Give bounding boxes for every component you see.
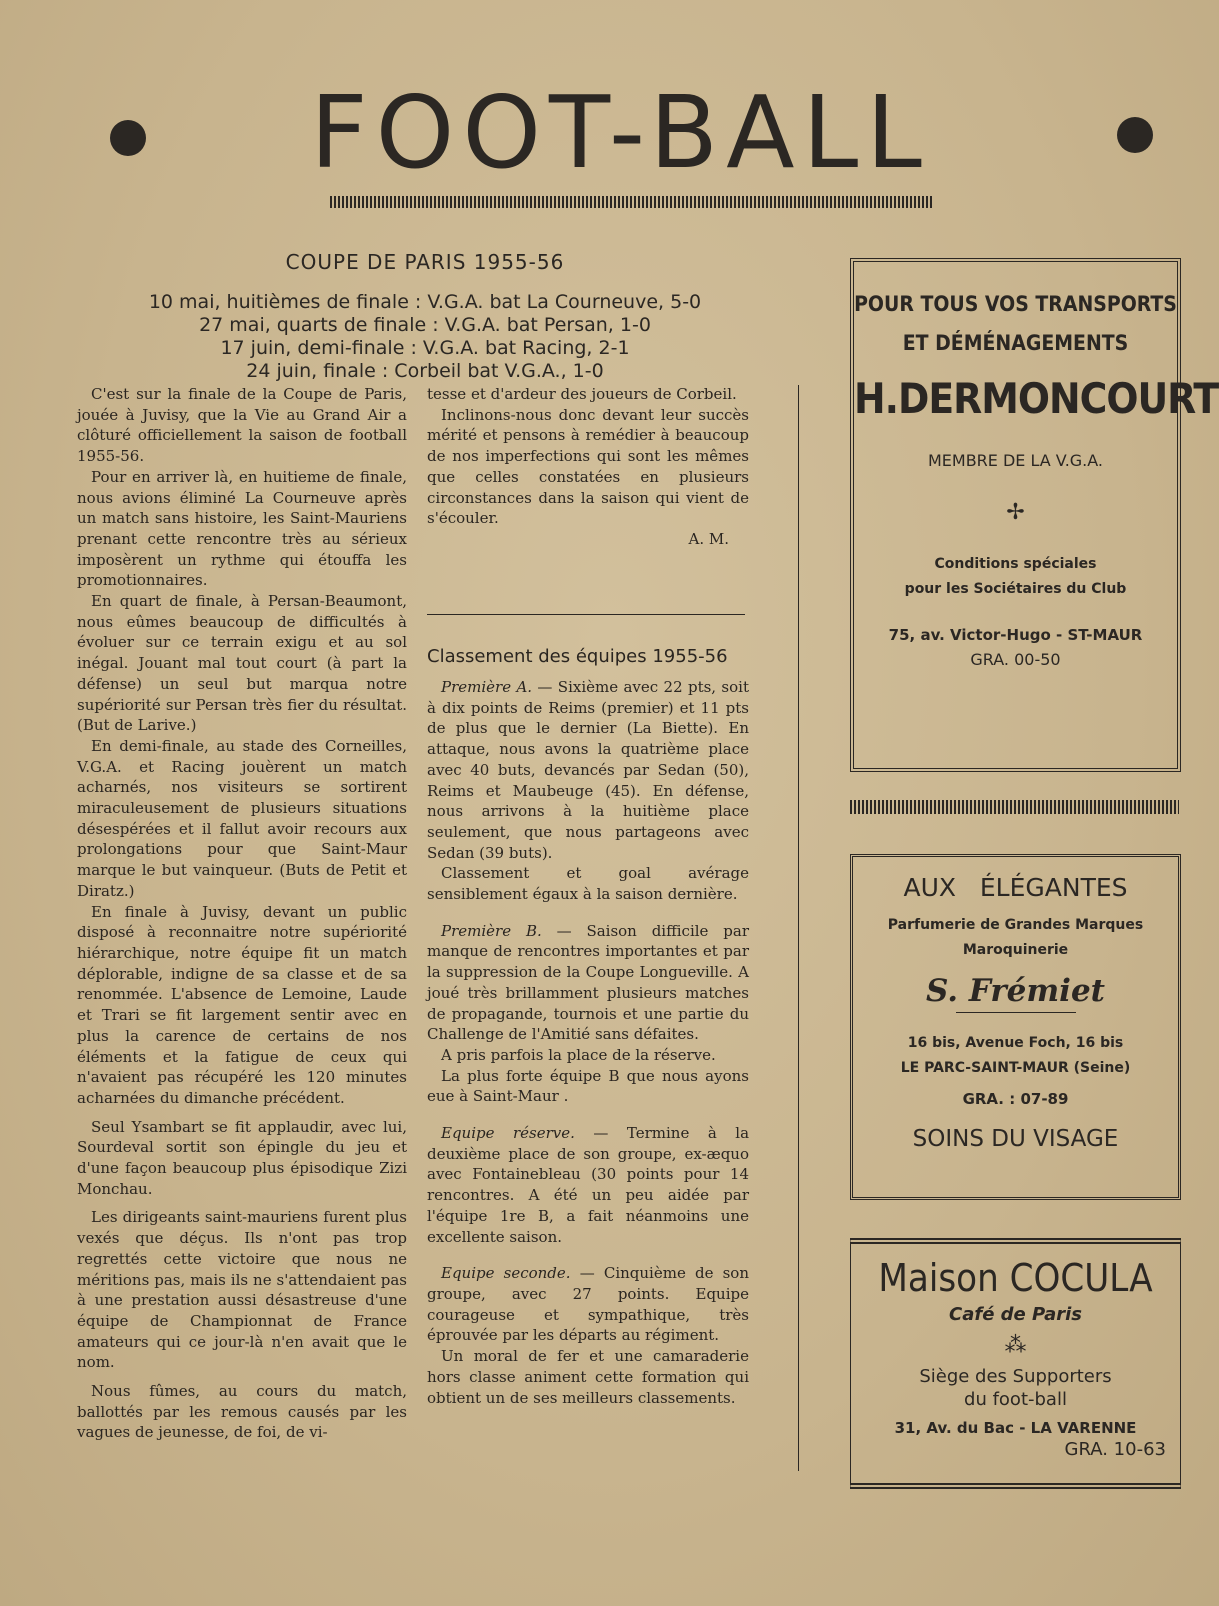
article-column-1 — [77, 384, 407, 1443]
ad-address: LE PARC-SAINT-MAUR (Seine) — [900, 1059, 1131, 1076]
title-rule — [330, 196, 934, 208]
ad-line: pour les Sociétaires du Club — [904, 581, 1127, 598]
ad-line: Café de Paris — [949, 1303, 1082, 1325]
ad-line: du foot-ball — [964, 1389, 1067, 1411]
ad-address: 31, Av. du Bac - LA VARENNE — [894, 1418, 1137, 1437]
article-column-2 — [427, 384, 749, 550]
column-divider — [798, 385, 799, 1471]
signature: A. M. — [688, 529, 729, 548]
ad-address: 16 bis, Avenue Foch, 16 bis — [907, 1034, 1124, 1051]
page-title: FOOT-BALL — [310, 74, 930, 191]
paragraph: C'est sur la finale de la Coupe de Paris, jouée à Juvisy, que la Vie au Grand Air a clôturé officiellement la saison de football 1955-56. — [77, 385, 407, 466]
ranking-label: Equipe seconde. — [441, 1264, 571, 1283]
ranking-note: A pris parfois la place de la réserve. — [441, 1045, 716, 1064]
ad-line: MEMBRE DE LA V.G.A. — [927, 450, 1104, 470]
ad-brand: H.DERMONCOURT — [854, 374, 1219, 424]
ad-dermoncourt — [850, 258, 1219, 772]
paragraph: Nous fûmes, au cours du match, ballottés par les remous causés par les vagues de jeunesse, de foi, de vi- — [77, 1382, 407, 1442]
owner-underline — [956, 1012, 1076, 1013]
ranking-note: La plus forte équipe B que nous ayons eue à Saint-Maur . — [427, 1066, 749, 1106]
article-separator — [427, 614, 745, 615]
ad-separator — [850, 800, 1179, 814]
ad-phone: GRA. : 07-89 — [962, 1090, 1069, 1109]
ad-phone: GRA. 10-63 — [1064, 1438, 1166, 1460]
result-line: 27 mai, quarts de finale : V.G.A. bat Persan, 1-0 — [199, 314, 651, 336]
cup-title: COUPE DE PARIS 1955-56 — [285, 250, 565, 274]
ranking-note: Un moral de fer et une camaraderie hors classe animent cette formation qui obtient un de ses meilleurs classements. — [427, 1347, 749, 1407]
ornament-icon: ⁂ — [1004, 1333, 1027, 1359]
paragraph: En finale à Juvisy, devant un public disposé à reconnaitre notre supériorité hiérarchique, notre équipe fit un match déplorable, indigne de sa classe et de sa renommée. L'absence de Lemoine, Laude et Trari se fit largement sentir avec en plus la carence de certains de nos éléments et la fatigue de ceux qui n'avaient pas récupéré les 120 minutes acharnées du dimanche précédent. — [77, 902, 407, 1107]
bullet-right — [1117, 117, 1153, 153]
ranking-entry: Première B. — Saison difficile par manque de rencontres importantes et par la suppression de la Coupe Longueville. A joué très brillamment plusieurs matches de propagande, tournois et une partie du Challenge de l'Amitié sans défaites. — [427, 921, 749, 1044]
ad-line: Siège des Supporters — [919, 1365, 1112, 1387]
ad-owner: S. Frémiet — [925, 972, 1105, 1009]
ranking-entry: Première A. — Sixième avec 22 pts, soit à dix points de Reims (premier) et 11 pts de plus que le dernier (La Biette). En attaque, nous avons la quatrième place avec 40 buts, devancés par Sedan (50), Reims et Maubeuge (45). En défense, nous arrivons à la huitième place seulement, que nous partageons avec Sedan (39 buts). — [427, 678, 749, 862]
paragraph: Inclinons-nous donc devant leur succès mérité et pensons à remédier à beaucoup de nos imperfections qui sont les mêmes que celles constatées en plusieurs circonstances dans la saison qui vient de s'écouler. — [427, 405, 749, 528]
paragraph: En demi-finale, au stade des Corneilles, V.G.A. et Racing jouèrent un match acharnés, nos visiteurs se sortirent miraculeusement de plusieurs situations désespérées et il fallut avoir recours aux prolongations pour que Saint-Maur marque le but vainqueur. (Buts de Petit et Diratz.) — [77, 736, 407, 900]
ad-address: 75, av. Victor-Hugo - ST-MAUR — [888, 625, 1143, 644]
ranking-label: Equipe réserve. — [441, 1124, 575, 1143]
ad-line: POUR TOUS VOS TRANSPORTS — [854, 292, 1177, 316]
ad-cocula — [850, 1238, 1181, 1489]
paragraph: Pour en arriver là, en huitieme de finale, nous avions éliminé La Courneuve après un match sans histoire, les Saint-Mauriens prenant cette rencontre très au sérieux imposèrent un rythme qui étouffa les promotionnaires. — [77, 467, 407, 590]
ranking-title: Classement des équipes 1955-56 — [427, 646, 728, 667]
ranking-note: Classement et goal avérage sensiblement égaux à la saison dernière. — [427, 864, 749, 904]
ad-brand: AUX ÉLÉGANTES — [903, 873, 1128, 902]
bullet-left — [110, 120, 146, 156]
ad-phone: GRA. 00-50 — [970, 649, 1061, 669]
ranking-entry: Equipe seconde. — Cinquième de son groupe, avec 27 points. Equipe courageuse et sympathique, très éprouvée par les départs au régiment. — [427, 1264, 750, 1345]
ad-line: ET DÉMÉNAGEMENTS — [902, 331, 1129, 356]
paragraph: tesse et d'ardeur des joueurs de Corbeil. — [427, 385, 737, 403]
paragraph: Seul Ysambart se fit applaudir, avec lui, Sourdeval sortit son épingle du jeu et d'une façon beaucoup plus épisodique Zizi Monchau. — [77, 1117, 407, 1198]
ranking-label: Première B. — [441, 921, 542, 940]
ranking-entry: Equipe réserve. — Termine à la deuxième place de son groupe, ex-æquo avec Fontainebleau (30 points pour 14 rencontres. A été un peu aidée par l'équipe 1re B, a fait néanmoins une excellente saison. — [427, 1124, 750, 1246]
ad-line: Maroquinerie — [962, 941, 1069, 958]
ad-line: Parfumerie de Grandes Marques — [887, 917, 1144, 933]
result-line: 17 juin, demi-finale : V.G.A. bat Racing, 2-1 — [220, 337, 630, 359]
result-line: 24 juin, finale : Corbeil bat V.G.A., 1-0 — [246, 360, 604, 382]
ad-brand: Maison COCULA — [878, 1256, 1153, 1300]
result-line: 10 mai, huitièmes de finale : V.G.A. bat La Courneuve, 5-0 — [148, 291, 702, 313]
ornament-icon: ✢ — [1006, 499, 1025, 525]
ranking-section — [427, 645, 749, 1408]
paragraph: En quart de finale, à Persan-Beaumont, nous eûmes beaucoup de difficultés à évoluer sur ce terrain exigu et au sol inégal. Jouant mal tout court (à part la défense) un seul but marqua notre supériorité sur Persan très fier du résultat. (But de Larive.) — [77, 592, 407, 735]
ad-elegantes — [850, 854, 1181, 1200]
paragraph: Les dirigeants saint-mauriens furent plus vexés que déçus. Ils n'ont pas trop regrettés cette victoire que nous ne méritions pas, mais ils ne s'attendaient pas à une prestation aussi désastreuse d'une équipe de Championnat de France amateurs qui ce jour-là n'en avait que le nom. — [77, 1208, 407, 1372]
ranking-label: Première A. — [441, 678, 533, 696]
ad-line: Conditions spéciales — [934, 556, 1097, 573]
ad-tagline: SOINS DU VISAGE — [912, 1126, 1119, 1153]
